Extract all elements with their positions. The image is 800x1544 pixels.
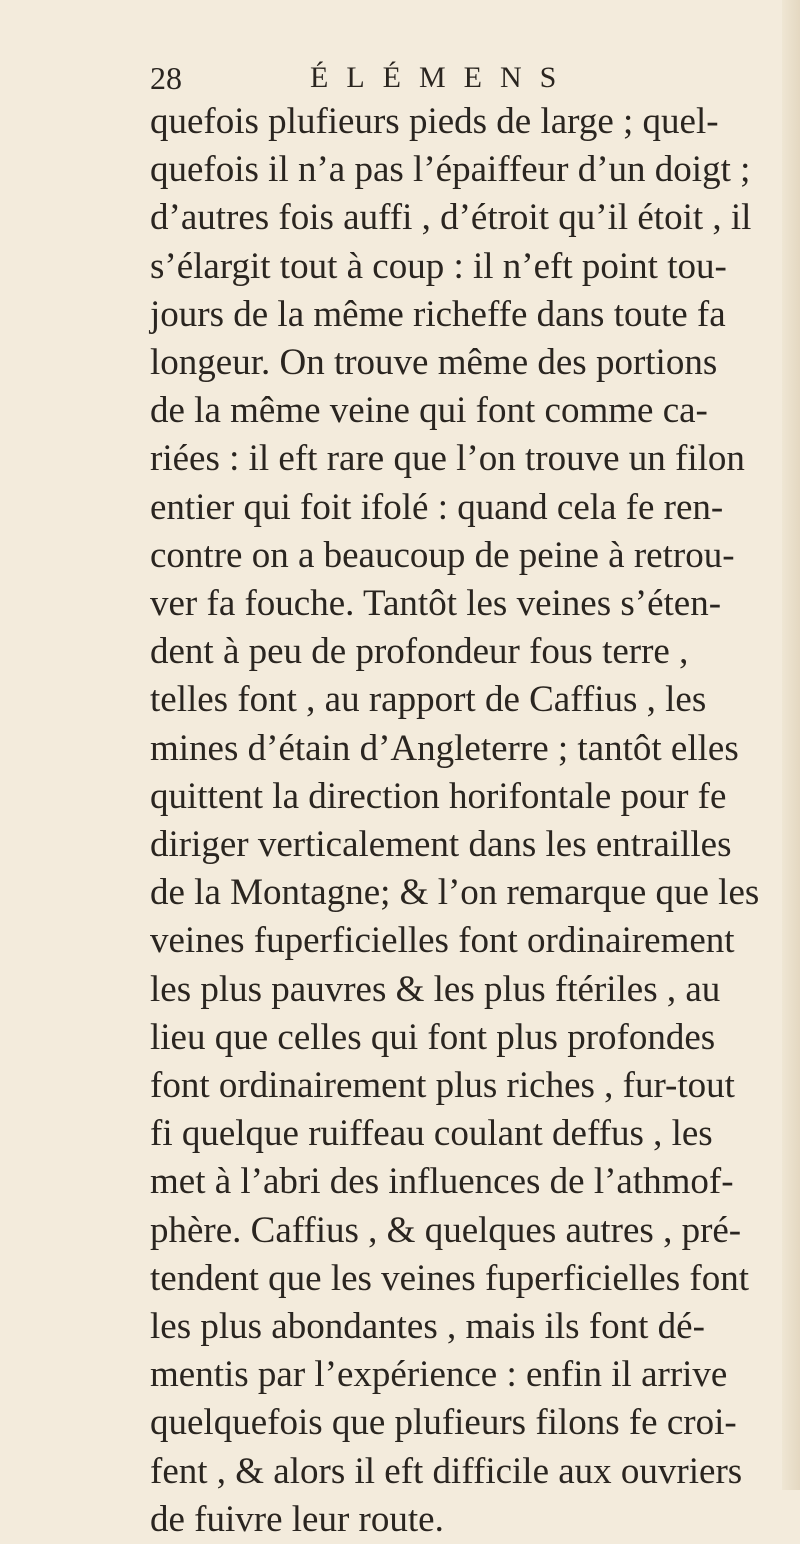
text-line: font ordinairement plus riches , fur-tout	[150, 1065, 735, 1107]
text-line: d’autres fois auffi , d’étroit qu’il étoit , il	[150, 197, 752, 239]
text-line: phère. Caffius , & quelques autres , pré-	[150, 1209, 742, 1251]
text-line: met à l’abri des influences de l’athmof-	[150, 1161, 734, 1203]
text-line: s’élargit tout à coup : il n’eft point tou-	[150, 245, 727, 287]
text-line: les plus pauvres & les plus ftériles , au	[150, 968, 721, 1010]
text-line: diriger verticalement dans les entrailles	[150, 824, 732, 866]
text-line: veines fuperficielles font ordinairement	[150, 920, 735, 962]
text-line: mentis par l’expérience : enfin il arrive	[150, 1354, 728, 1396]
page-number: 28	[150, 60, 182, 96]
text-line: quelquefois que plufieurs filons fe croi-	[150, 1402, 737, 1444]
text-line: de fuivre leur route.	[150, 1498, 444, 1540]
text-line: quefois il n’a pas l’épaiffeur d’un doigt ;	[150, 149, 751, 191]
text-line: contre on a beaucoup de peine à retrou-	[150, 534, 735, 576]
text-line: tendent que les veines fuperficielles font	[150, 1257, 749, 1299]
text-line: fent , & alors il eft difficile aux ouvriers	[150, 1450, 743, 1492]
text-line: riées : il eft rare que l’on trouve un filon	[150, 438, 745, 480]
text-line: quefois plufieurs pieds de large ; quel-	[150, 101, 719, 142]
text-line: ver fa fouche. Tantôt les veines s’éten-	[150, 583, 722, 625]
text-line: lieu que celles qui font plus profondes	[150, 1016, 716, 1058]
running-title: ÉLÉMENS	[310, 61, 575, 94]
text-line: telles font , au rapport de Caffius , les	[150, 679, 707, 721]
text-line: mines d’étain d’Angleterre ; tantôt elles	[150, 727, 739, 769]
text-line: de la Montagne; & l’on remarque que les	[150, 872, 760, 914]
text-line: de la même veine qui font comme ca-	[150, 390, 708, 432]
text-line: longeur. On trouve même des portions	[150, 342, 718, 384]
text-line: jours de la même richeffe dans toute fa	[150, 293, 726, 335]
text-line: dent à peu de profondeur fous terre ,	[150, 631, 689, 673]
text-line: entier qui foit ifolé : quand cela fe ren-	[150, 486, 724, 528]
page-header	[150, 58, 620, 102]
body-text	[150, 98, 790, 1544]
text-line: fi quelque ruiffeau coulant deffus , les	[150, 1113, 713, 1155]
text-line: les plus abondantes , mais ils font dé-	[150, 1306, 705, 1348]
text-line: quittent la direction horifontale pour fe	[150, 775, 727, 817]
